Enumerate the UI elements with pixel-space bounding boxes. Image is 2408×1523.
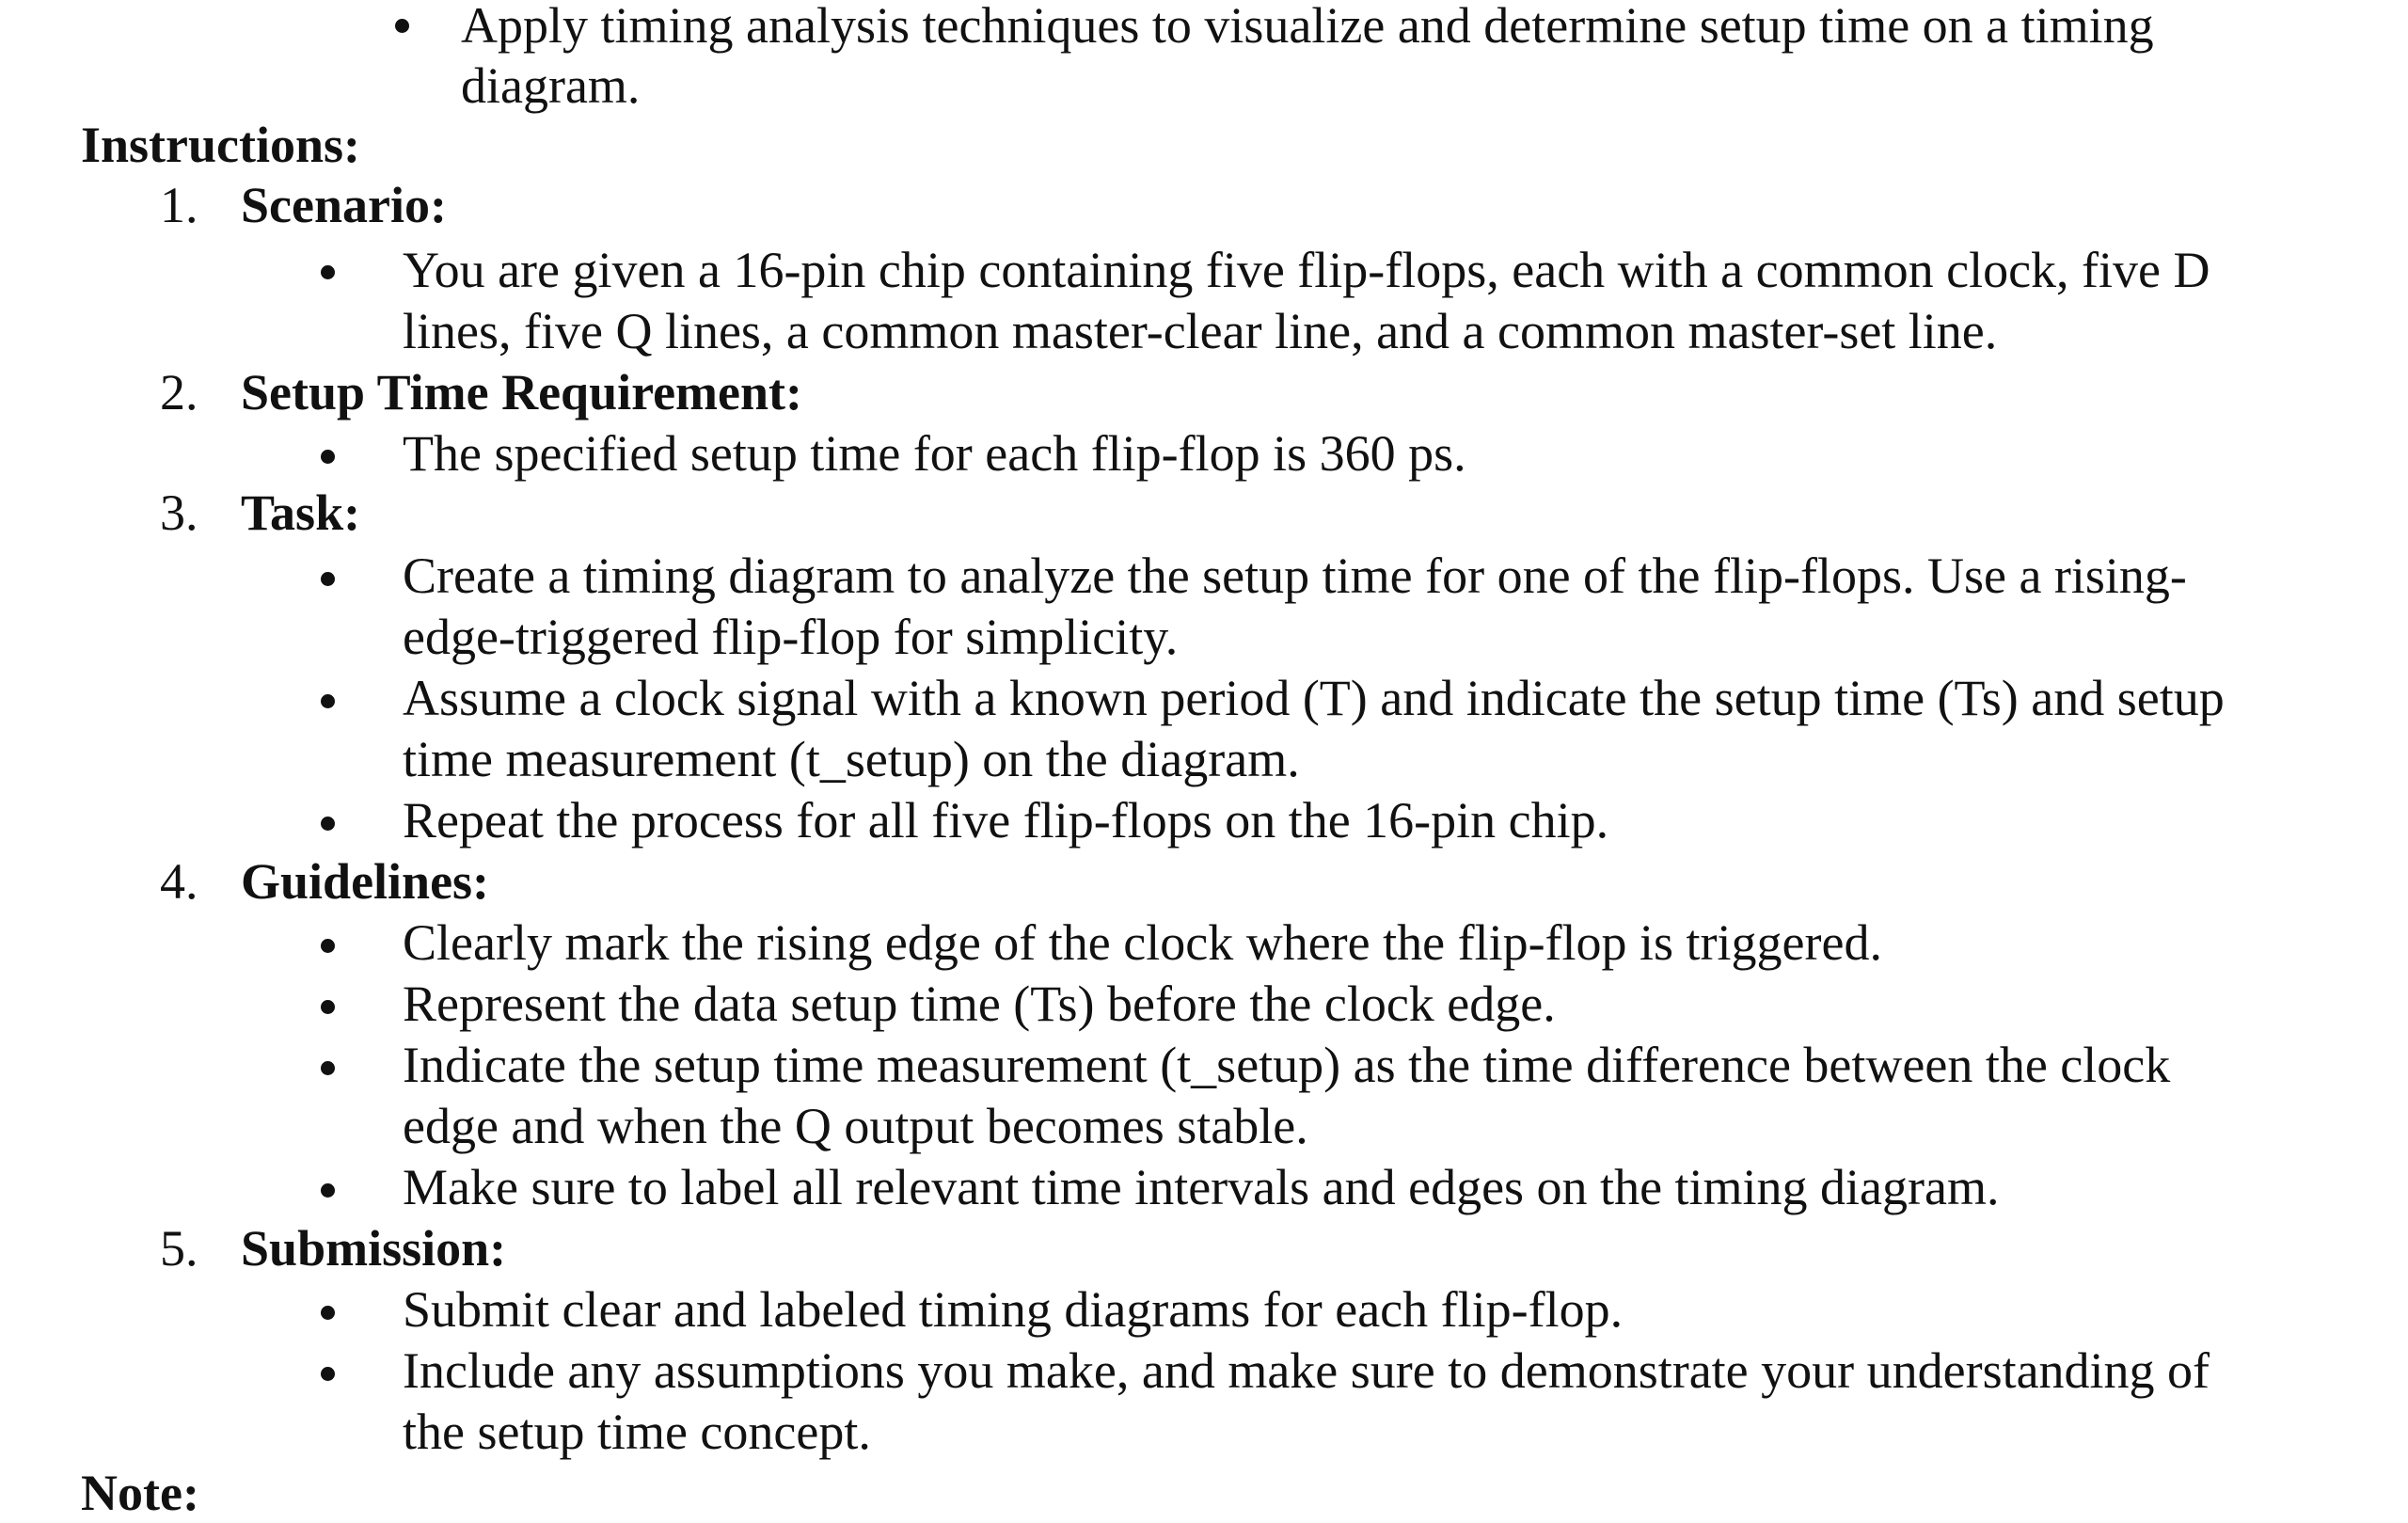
section-3-bullet-1-line-2: edge-triggered flip-flop for simplicity. bbox=[403, 609, 1179, 665]
bullet-dot-icon bbox=[321, 1306, 335, 1320]
section-1-number: 1. bbox=[160, 177, 198, 233]
section-5-bullet-2-line-1: Include any assumptions you make, and make sure to demonstrate your understanding of bbox=[403, 1342, 2210, 1399]
bullet-dot-icon bbox=[321, 1183, 335, 1198]
section-1-bullet-1-line-2: lines, five Q lines, a common master-clear line, and a common master-set line. bbox=[403, 303, 1998, 359]
section-2-number: 2. bbox=[160, 364, 198, 420]
section-3-number: 3. bbox=[160, 484, 198, 541]
bullet-dot-icon bbox=[321, 1061, 335, 1075]
note-heading: Note: bbox=[81, 1465, 199, 1521]
section-4-bullet-3-line-2: edge and when the Q output becomes stable. bbox=[403, 1098, 1308, 1154]
section-4-title: Guidelines: bbox=[241, 853, 490, 910]
section-4-bullet-2-line-1: Represent the data setup time (Ts) before the clock edge. bbox=[403, 976, 1556, 1032]
section-3-bullet-3-line-1: Repeat the process for all five flip-flops on the 16-pin chip. bbox=[403, 792, 1609, 849]
section-5-title: Submission: bbox=[241, 1220, 507, 1277]
bullet-dot-icon bbox=[321, 265, 335, 279]
section-3-bullet-1-line-1: Create a timing diagram to analyze the setup time for one of the flip-flops. Use a rising- bbox=[403, 547, 2187, 604]
section-3-bullet-2-line-1: Assume a clock signal with a known period (T) and indicate the setup time (Ts) and setup bbox=[403, 670, 2225, 726]
section-3-title: Task: bbox=[241, 484, 361, 541]
section-1-bullet-1-line-1: You are given a 16-pin chip containing five flip-flops, each with a common clock, five D bbox=[403, 242, 2210, 298]
bullet-dot-icon bbox=[321, 1000, 335, 1014]
section-4-number: 4. bbox=[160, 853, 198, 910]
bullet-dot-icon bbox=[321, 450, 335, 464]
bullet-dot-icon bbox=[395, 19, 409, 33]
objective-text-line-1: Apply timing analysis techniques to visualize and determine setup time on a timing bbox=[461, 0, 2154, 54]
section-5-number: 5. bbox=[160, 1220, 198, 1277]
section-2-title: Setup Time Requirement: bbox=[241, 364, 803, 420]
objective-text-line-2: diagram. bbox=[461, 57, 641, 114]
section-4-bullet-3-line-1: Indicate the setup time measurement (t_setup) as the time difference between the clock bbox=[403, 1037, 2171, 1093]
bullet-dot-icon bbox=[321, 694, 335, 708]
section-2-bullet-1-line-1: The specified setup time for each flip-flop is 360 ps. bbox=[403, 425, 1466, 482]
section-1-title: Scenario: bbox=[241, 177, 447, 233]
section-5-bullet-2-line-2: the setup time concept. bbox=[403, 1404, 871, 1460]
section-4-bullet-1-line-1: Clearly mark the rising edge of the clock where the flip-flop is triggered. bbox=[403, 914, 1882, 971]
instructions-heading: Instructions: bbox=[81, 117, 361, 173]
bullet-dot-icon bbox=[321, 1367, 335, 1381]
bullet-dot-icon bbox=[321, 939, 335, 953]
section-3-bullet-2-line-2: time measurement (t_setup) on the diagram. bbox=[403, 731, 1300, 787]
section-5-bullet-1-line-1: Submit clear and labeled timing diagrams for each flip-flop. bbox=[403, 1281, 1624, 1338]
bullet-dot-icon bbox=[321, 817, 335, 831]
section-4-bullet-4-line-1: Make sure to label all relevant time intervals and edges on the timing diagram. bbox=[403, 1159, 2000, 1215]
bullet-dot-icon bbox=[321, 572, 335, 586]
